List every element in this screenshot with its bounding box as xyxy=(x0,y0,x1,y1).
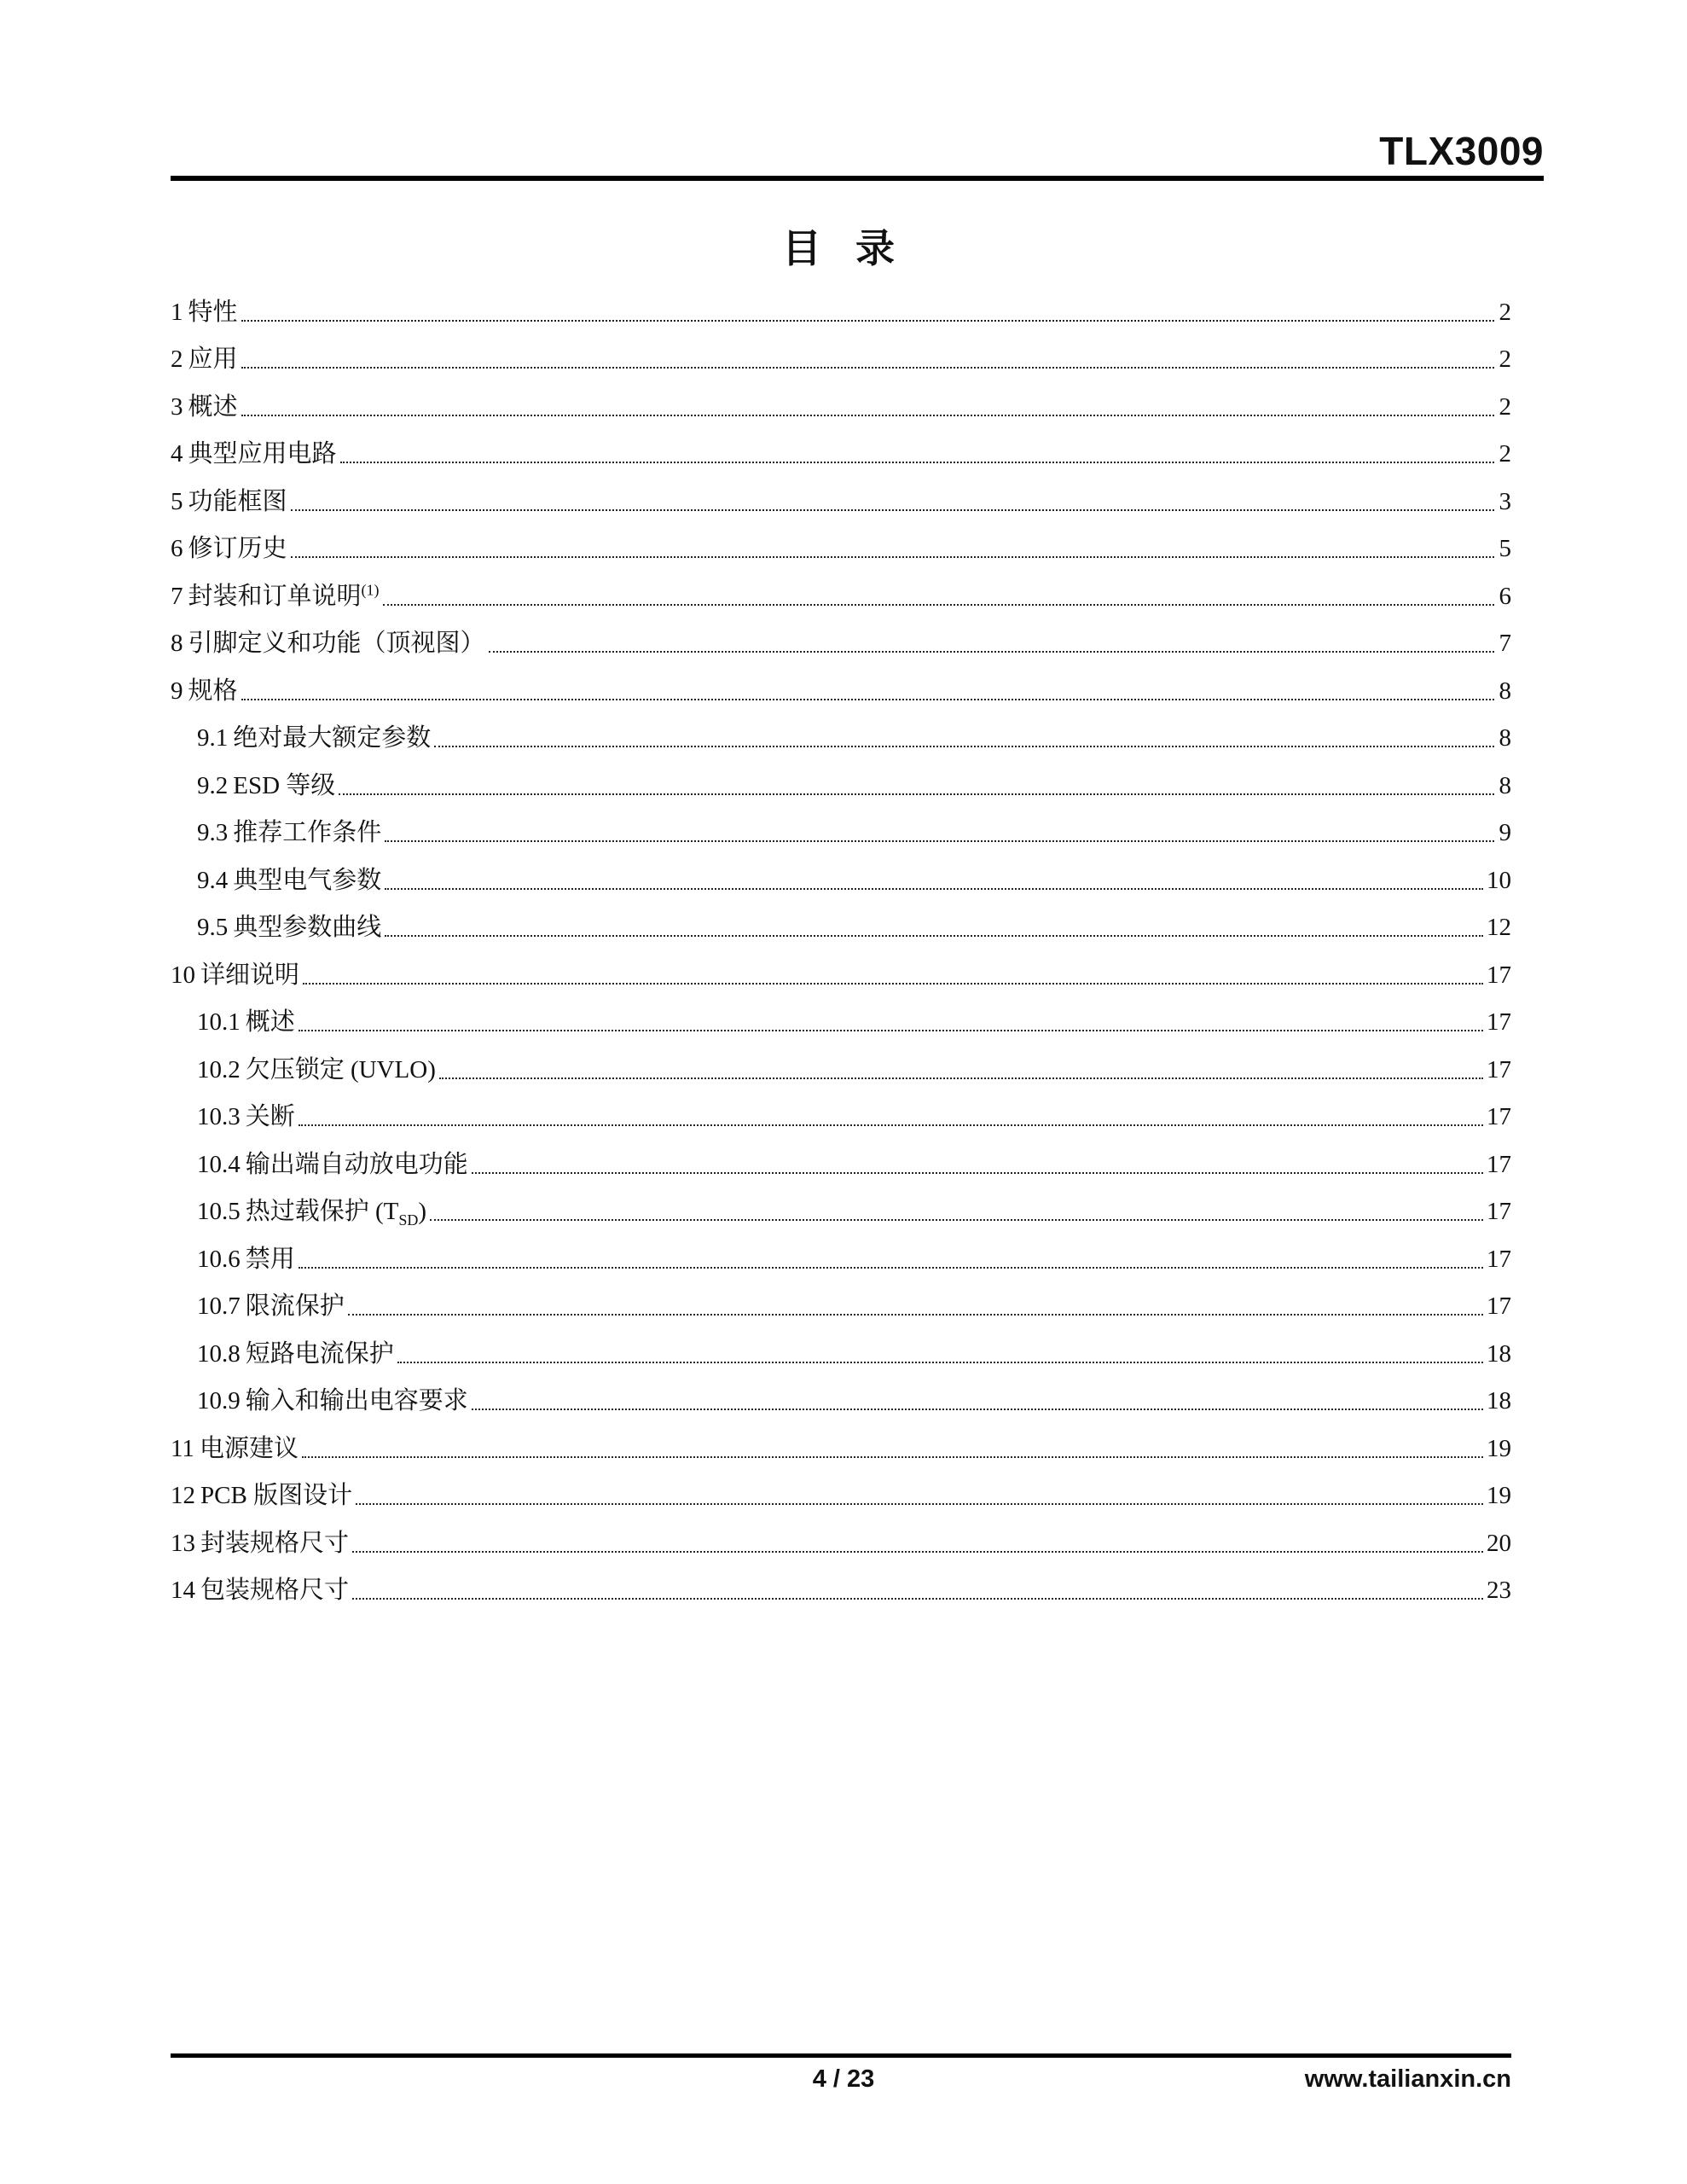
toc-entry-number: 10 xyxy=(171,961,195,989)
toc-entry-title xyxy=(188,579,380,613)
footnote-marker: (1) xyxy=(361,580,380,598)
toc-entry-page-number: 8 xyxy=(1499,724,1511,752)
toc-entry-title xyxy=(246,1242,295,1276)
toc-entry[interactable] xyxy=(171,660,1511,708)
toc-entry-page-number: 17 xyxy=(1487,1245,1511,1273)
dot-leader xyxy=(241,320,1494,322)
toc-entry-page-number: 2 xyxy=(1499,346,1511,373)
toc-entry[interactable] xyxy=(171,1276,1511,1324)
toc-entry[interactable] xyxy=(171,471,1511,519)
toc-entry-title-text: 推荐工作条件 xyxy=(233,819,382,846)
toc-entry[interactable] xyxy=(171,850,1511,897)
toc-entry-title-text: 概述 xyxy=(188,392,238,421)
toc-entry-title xyxy=(246,1337,394,1371)
toc-entry-page-number: 18 xyxy=(1487,1387,1511,1414)
document-part-number: TLX3009 xyxy=(1379,129,1544,173)
toc-entry-number: 12 xyxy=(171,1482,195,1509)
toc-entry-number: 10.5 xyxy=(197,1198,241,1225)
toc-entry-page-number: 9 xyxy=(1499,819,1511,846)
toc-entry-number: 8 xyxy=(171,630,183,657)
toc-entry[interactable] xyxy=(171,1039,1511,1087)
toc-entry-title-text: 封装和订单说明 xyxy=(188,582,362,610)
dot-leader xyxy=(472,1172,1483,1174)
toc-entry-title-text: 引脚定义和功能（顶视图） xyxy=(188,630,485,657)
toc-entry-number: 9.1 xyxy=(197,724,229,752)
toc-entry-title xyxy=(246,1194,426,1228)
dot-leader xyxy=(303,983,1483,985)
toc-entry-page-number: 20 xyxy=(1487,1529,1511,1557)
toc-entry-title xyxy=(233,816,381,850)
toc-entry-title-text: 典型参数曲线 xyxy=(233,914,382,941)
toc-entry-number: 9.5 xyxy=(197,914,229,941)
toc-entry-title-text: 关断 xyxy=(245,1103,295,1130)
toc-entry-title-text: 典型应用电路 xyxy=(188,440,337,468)
toc-entry-number: 3 xyxy=(171,392,183,421)
toc-entry[interactable] xyxy=(171,1087,1511,1135)
toc-entry-title-text: 包装规格尺寸 xyxy=(200,1577,350,1604)
dot-leader xyxy=(489,651,1494,653)
toc-entry-page-number: 17 xyxy=(1487,1150,1511,1178)
toc-entry-page-number: 17 xyxy=(1487,1198,1511,1225)
toc-entry-title xyxy=(188,674,238,708)
toc-entry-title xyxy=(200,958,299,992)
toc-entry[interactable] xyxy=(171,1560,1511,1608)
toc-entry-number: 9 xyxy=(171,677,183,705)
subscript-text: SD xyxy=(398,1211,419,1228)
toc-entry[interactable] xyxy=(171,1228,1511,1276)
toc-entry-number: 1 xyxy=(171,298,183,326)
toc-entry-page-number: 19 xyxy=(1487,1434,1511,1462)
toc-entry-title xyxy=(188,531,287,566)
toc-entry-title xyxy=(188,626,485,660)
toc-entry-number: 9.4 xyxy=(197,866,229,894)
toc-entry-number: 10.6 xyxy=(197,1245,241,1273)
toc-entry-title xyxy=(188,295,238,329)
toc-entry-title xyxy=(246,1005,295,1039)
toc-entry[interactable] xyxy=(171,1182,1511,1229)
dot-leader xyxy=(339,793,1494,795)
toc-entry-title-text: 禁用 xyxy=(245,1245,295,1273)
toc-entry-number: 9.3 xyxy=(197,819,229,846)
toc-entry-page-number: 2 xyxy=(1499,298,1511,326)
toc-heading: 目 录 xyxy=(781,225,905,271)
dot-leader xyxy=(439,1077,1483,1079)
toc-entry-title xyxy=(200,1432,299,1466)
dot-leader xyxy=(352,1598,1483,1600)
toc-entry-title xyxy=(188,485,287,519)
page-indicator: 4 / 23 xyxy=(812,2065,875,2093)
toc-entry[interactable] xyxy=(171,1418,1511,1466)
toc-entry[interactable] xyxy=(171,424,1511,472)
toc-entry-page-number: 8 xyxy=(1499,677,1511,705)
toc-entry-page-number: 5 xyxy=(1499,535,1511,562)
dot-leader xyxy=(397,1362,1483,1363)
header-rule xyxy=(171,176,1544,181)
dot-leader xyxy=(430,1219,1483,1221)
dot-leader xyxy=(383,604,1494,606)
toc-entry-title xyxy=(246,1289,345,1323)
toc-entry-page-number: 17 xyxy=(1487,1103,1511,1130)
toc-entry[interactable] xyxy=(171,755,1511,803)
toc-entry-title-text: 输入和输出电容要求 xyxy=(245,1387,468,1414)
toc-entry-number: 13 xyxy=(171,1529,195,1557)
toc-entry[interactable] xyxy=(171,1323,1511,1371)
toc-entry-title xyxy=(200,1573,349,1607)
toc-entry-title xyxy=(246,1100,295,1134)
dot-leader xyxy=(241,699,1494,700)
toc-entry[interactable] xyxy=(171,613,1511,661)
toc-entry-number: 10.8 xyxy=(197,1339,241,1368)
toc-entry-title xyxy=(188,342,238,376)
toc-entry-title-text: 典型电气参数 xyxy=(233,866,382,894)
toc-entry-title xyxy=(233,769,335,803)
toc-entry-number: 14 xyxy=(171,1577,195,1604)
toc-entry-page-number: 2 xyxy=(1499,392,1511,421)
toc-entry-page-number: 2 xyxy=(1499,440,1511,468)
toc-entry-page-number: 3 xyxy=(1499,487,1511,515)
toc-entry-number: 5 xyxy=(171,487,183,515)
toc-entry-title xyxy=(246,1053,436,1087)
toc-entry-title-suffix: ) xyxy=(418,1198,427,1225)
toc-entry-number: 11 xyxy=(171,1434,194,1462)
toc-entry-title-text: 短路电流保护 xyxy=(245,1339,394,1368)
dot-leader xyxy=(385,840,1494,842)
toc-entry-title-text: 应用 xyxy=(188,346,238,373)
toc-entry[interactable] xyxy=(171,708,1511,756)
dot-leader xyxy=(385,935,1483,937)
toc-entry-title xyxy=(233,863,381,897)
toc-entry-number: 2 xyxy=(171,346,183,373)
toc-entry[interactable] xyxy=(171,282,1511,329)
toc-entry-title-text: 修订历史 xyxy=(188,535,287,562)
dot-leader xyxy=(352,1551,1483,1553)
toc-entry-title-text: 限流保护 xyxy=(245,1292,345,1320)
toc-entry-title-text: 特性 xyxy=(188,298,238,326)
toc-entry-number: 10.3 xyxy=(197,1103,241,1130)
dot-leader xyxy=(291,509,1494,511)
toc-entry[interactable] xyxy=(171,992,1511,1040)
toc-entry-title-text: 绝对最大额定参数 xyxy=(233,724,432,752)
dot-leader xyxy=(291,556,1494,558)
toc-entry-number: 10.2 xyxy=(197,1055,241,1083)
toc-entry-title-text: PCB 版图设计 xyxy=(200,1482,353,1509)
toc-entry-number: 10.1 xyxy=(197,1008,241,1036)
dot-leader xyxy=(299,1267,1483,1269)
table-of-contents xyxy=(171,282,1511,1607)
toc-entry-page-number: 17 xyxy=(1487,961,1511,989)
toc-entry-title-text: 详细说明 xyxy=(200,961,300,989)
toc-entry-title xyxy=(200,1478,352,1513)
dot-leader xyxy=(299,1124,1483,1126)
toc-entry-number: 4 xyxy=(171,440,183,468)
toc-entry-title-text: 概述 xyxy=(245,1008,295,1036)
toc-entry[interactable] xyxy=(171,519,1511,566)
toc-entry-title-text: 封装规格尺寸 xyxy=(200,1529,350,1557)
toc-entry-number: 10.4 xyxy=(197,1150,241,1178)
dot-leader xyxy=(340,462,1494,463)
toc-entry[interactable] xyxy=(171,376,1511,424)
toc-entry-number: 10.9 xyxy=(197,1387,241,1414)
toc-entry-title xyxy=(246,1147,468,1182)
toc-entry-number: 6 xyxy=(171,535,183,562)
dot-leader xyxy=(472,1409,1483,1410)
toc-entry-title-text: 热过载保护 (T xyxy=(245,1198,399,1225)
toc-entry-page-number: 18 xyxy=(1487,1339,1511,1368)
toc-entry[interactable] xyxy=(171,1466,1511,1513)
toc-entry[interactable] xyxy=(171,566,1511,613)
toc-entry-page-number: 6 xyxy=(1499,582,1511,610)
toc-entry[interactable] xyxy=(171,1371,1511,1419)
toc-entry-page-number: 17 xyxy=(1487,1008,1511,1036)
toc-entry-number: 9.2 xyxy=(197,771,229,799)
dot-leader xyxy=(241,415,1494,416)
toc-entry[interactable] xyxy=(171,1513,1511,1560)
toc-entry-page-number: 17 xyxy=(1487,1055,1511,1083)
toc-entry-title-text: 电源建议 xyxy=(199,1434,299,1462)
dot-leader xyxy=(348,1314,1483,1316)
toc-entry-title xyxy=(188,437,337,471)
toc-entry-title-text: 输出端自动放电功能 xyxy=(245,1150,468,1178)
toc-entry-page-number: 23 xyxy=(1487,1577,1511,1604)
toc-entry-page-number: 7 xyxy=(1499,630,1511,657)
toc-entry[interactable] xyxy=(171,329,1511,377)
toc-entry[interactable] xyxy=(171,944,1511,992)
toc-entry-title-text: ESD 等级 xyxy=(233,771,336,799)
toc-entry-page-number: 12 xyxy=(1487,914,1511,941)
toc-entry-number: 10.7 xyxy=(197,1292,241,1320)
toc-entry[interactable] xyxy=(171,803,1511,851)
footer-rule xyxy=(171,2053,1511,2058)
toc-entry-title xyxy=(200,1526,349,1560)
toc-entry-title-text: 功能框图 xyxy=(188,487,287,515)
toc-entry-title xyxy=(246,1384,468,1418)
dot-leader xyxy=(356,1503,1483,1505)
toc-entry-title xyxy=(233,910,381,944)
toc-entry-title-text: 欠压锁定 (UVLO) xyxy=(245,1055,436,1083)
toc-entry-number: 7 xyxy=(171,582,183,610)
toc-entry-page-number: 17 xyxy=(1487,1292,1511,1320)
toc-entry-page-number: 10 xyxy=(1487,866,1511,894)
toc-entry-page-number: 19 xyxy=(1487,1482,1511,1509)
toc-entry-title-text: 规格 xyxy=(188,677,238,705)
website-link[interactable]: www.tailianxin.cn xyxy=(1304,2065,1511,2093)
dot-leader xyxy=(241,367,1494,369)
dot-leader xyxy=(385,888,1483,890)
dot-leader xyxy=(299,1030,1483,1031)
toc-entry-title xyxy=(188,390,238,424)
toc-entry-page-number: 8 xyxy=(1499,771,1511,799)
toc-entry[interactable] xyxy=(171,1134,1511,1182)
dot-leader xyxy=(434,746,1494,747)
toc-entry[interactable] xyxy=(171,897,1511,945)
toc-entry-title xyxy=(233,721,431,755)
dot-leader xyxy=(302,1456,1483,1458)
